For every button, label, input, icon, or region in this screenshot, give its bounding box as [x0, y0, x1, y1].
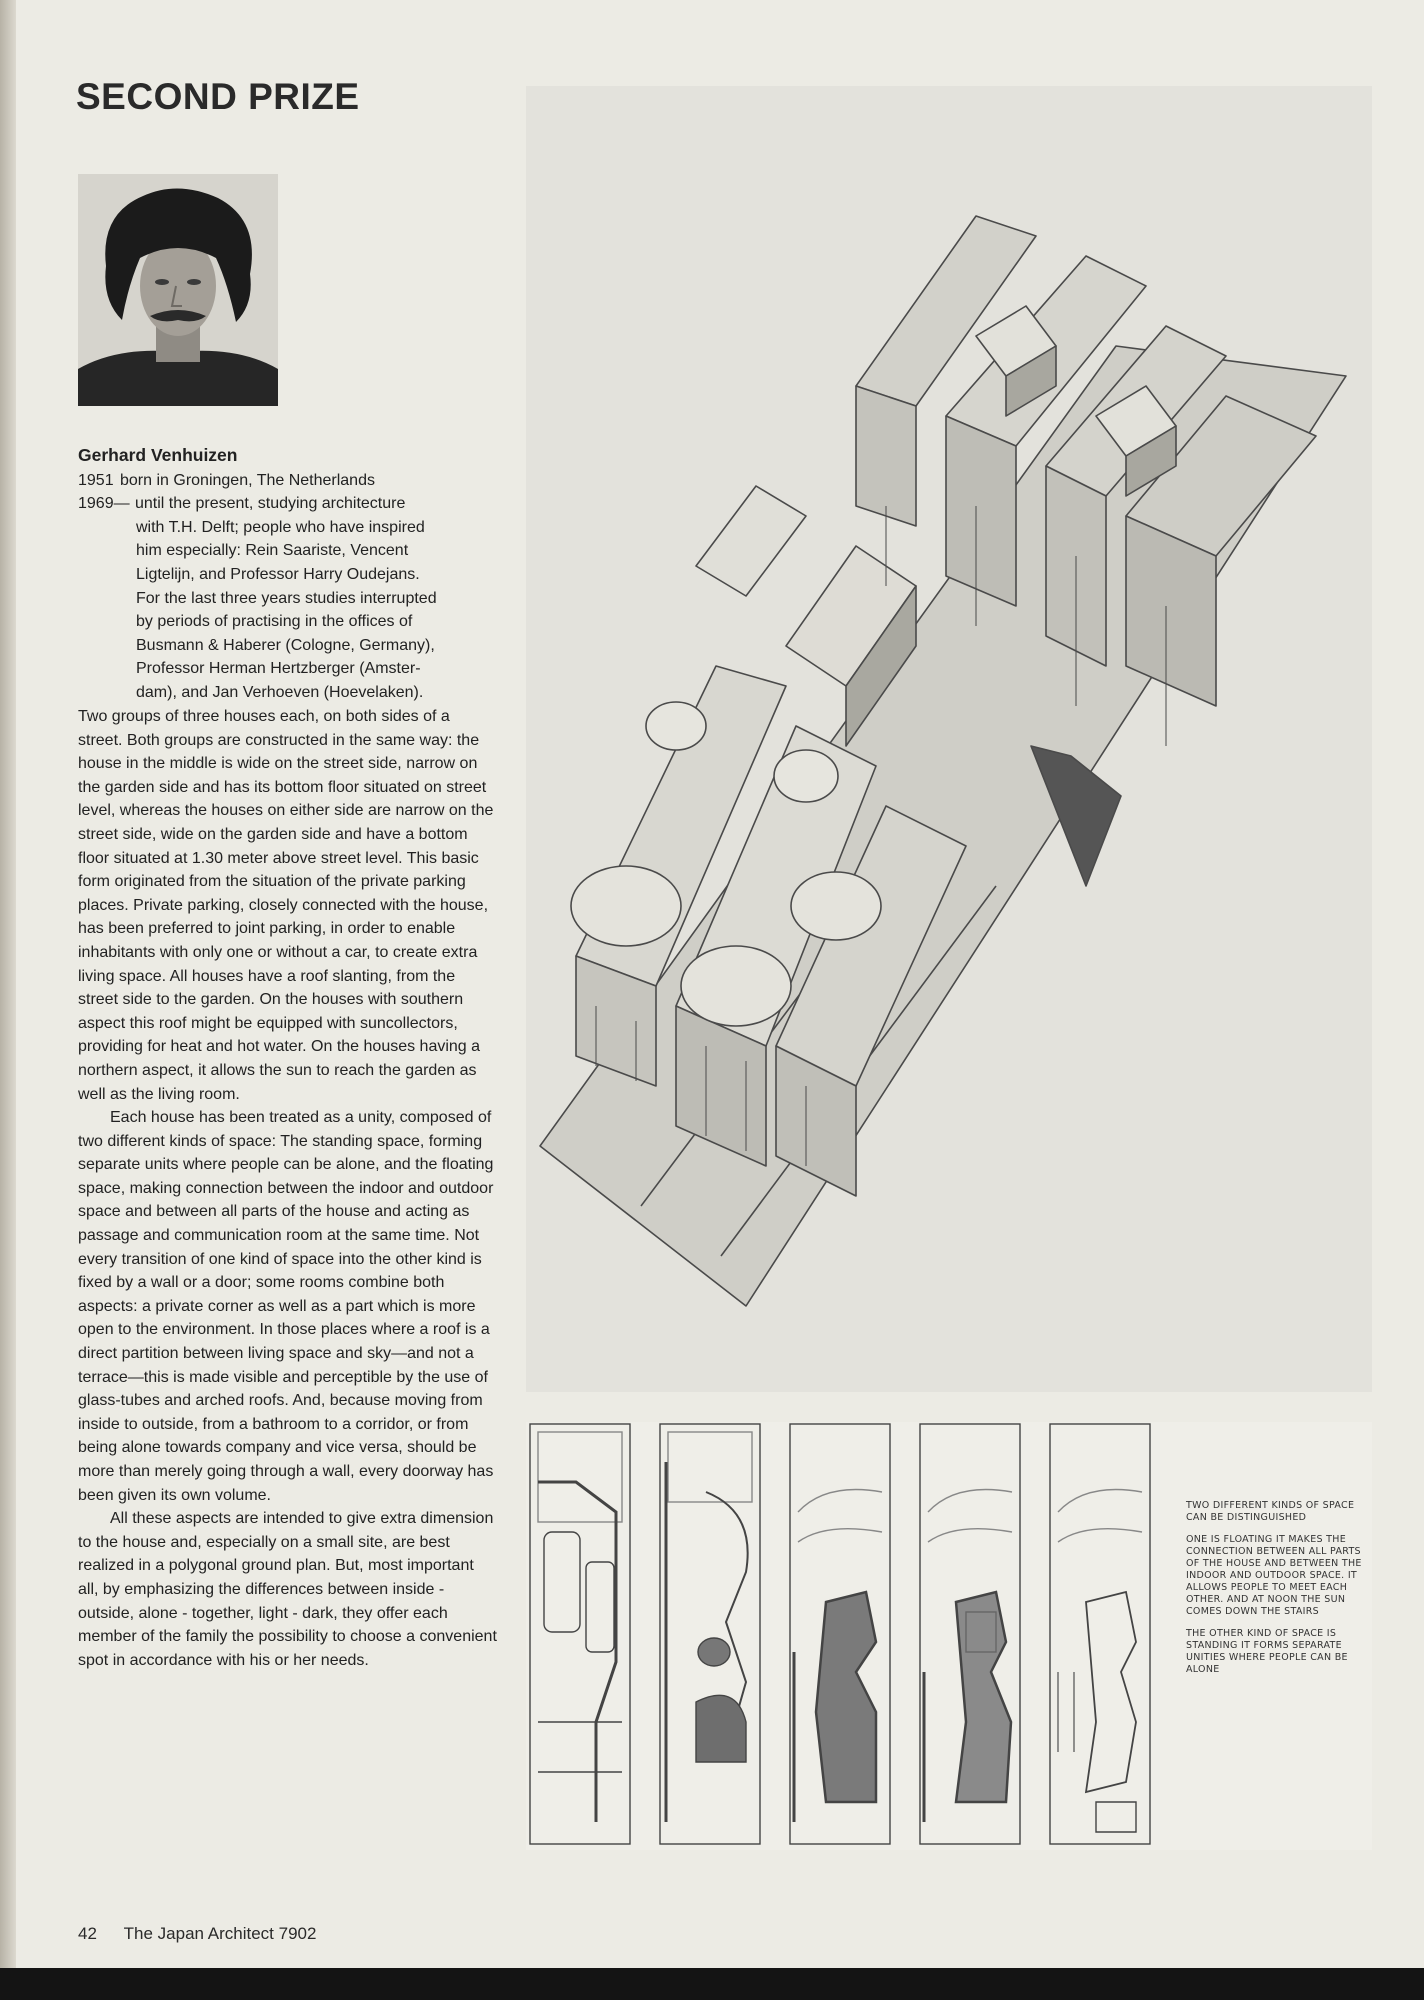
bio-line: Professor Herman Hertzberger (Amster-: [136, 660, 421, 678]
bio-entry: [78, 492, 508, 516]
bio-line: dam), and Jan Verhoeven (Hoevelaken).: [136, 683, 424, 701]
bio-year: 1951: [78, 471, 114, 489]
publication-name: The Japan Architect 7902: [123, 1924, 317, 1943]
bio-continuation: [78, 516, 508, 705]
bio-line: Busmann & Haberer (Cologne, Germany),: [136, 636, 435, 654]
legend-paragraph: THE OTHER KIND OF SPACE IS STANDING IT FORMS SEPARATE UNITIES WHERE PEOPLE CAN BE ALONE: [1186, 1628, 1348, 1675]
scan-edge: [0, 1968, 1424, 2000]
essay-paragraph: All these aspects are intended to give extra dimension to the house and, especially on a small site, are best realized in a polygonal ground plan. But, most important all, by emphasizing the differences between inside - outside, alone - together, light - dark, they offer each member of the family the possibility to choose a convenient spot in accordance with his or her needs.: [78, 1510, 497, 1669]
space-legend: [1186, 1500, 1362, 1686]
essay-paragraph: Two groups of three houses each, on both sides of a street. Both groups are constructed in the same way: the house in the middle is wide on the street side, narrow on the garden side and has its bottom floor situated on street level, whereas the houses on either side are narrow on the street side, wide on the garden side and have a bottom floor situated at 1.30 meter above street level. This basic form originated from the situation of the private parking places. Private parking, closely connected with the house, has been preferred to joint parking, in order to enable inhabitants with only one or without a car, to create extra living space. All houses have a roof slanting, from the street side to the garden. On the houses with southern aspect this roof might be equipped with suncollectors, providing for heat and hot water. On the houses having a northern aspect, it allows the sun to reach the garden as well as the living room.: [78, 708, 494, 1103]
bio-line: For the last three years studies interrupted: [136, 589, 437, 607]
project-description: [78, 705, 498, 1672]
isometric-drawing-frame: [526, 86, 1372, 1392]
page-gutter: [0, 0, 16, 2000]
architect-name: Gerhard Venhuizen: [78, 445, 238, 465]
page-title: SECOND PRIZE: [76, 76, 360, 117]
page-number: 42: [78, 1924, 97, 1943]
architect-bio: [78, 444, 508, 705]
bio-line: by periods of practising in the offices of: [136, 613, 413, 631]
bio-line: with T.H. Delft; people who have inspired: [136, 518, 425, 536]
bio-text: until the present, studying architecture: [135, 495, 406, 513]
bio-year: 1969—: [78, 495, 130, 513]
bio-line: Ligtelijn, and Professor Harry Oudejans.: [136, 565, 420, 583]
bio-line: him especially: Rein Saariste, Vencent: [136, 542, 409, 560]
essay-paragraph: Each house has been treated as a unity, composed of two different kinds of space: The standing space, forming separate units where people can be alone, and the floating space, making connection between the indoor and outdoor space and between all parts of the house and acting as passage and communication room at the same time. Not every transition of one kind of space into the other kind is fixed by a wall or a door; some rooms combine both aspects: a private corner as well as a part which is more open to the environment. In those places where a roof is a direct partition between living space and sky—and not a terrace—this is made visible and perceptible by the use of glass-tubes and arched roofs. And, because moving from inside to outside, from a bathroom to a corridor, or from being alone towards company and vice versa, should be more than merely going through a wall, every doorway has been given its own volume.: [78, 1109, 494, 1504]
legend-paragraph: TWO DIFFERENT KINDS OF SPACE CAN BE DISTINGUISHED: [1186, 1500, 1355, 1523]
isometric-drawing: [526, 86, 1372, 1392]
architect-portrait: [78, 174, 278, 406]
bio-entry: [78, 469, 508, 493]
bio-text: born in Groningen, The Netherlands: [120, 471, 375, 489]
page-footer: [78, 1924, 316, 1944]
legend-paragraph: ONE IS FLOATING IT MAKES THE CONNECTION BETWEEN ALL PARTS OF THE HOUSE AND BETWEEN THE INDOOR AND OUTDOOR SPACE. IT ALLOWS PEOPLE TO MEET EACH OTHER. AND AT NOON THE SUN COMES DOWN THE STAIRS: [1186, 1534, 1362, 1617]
